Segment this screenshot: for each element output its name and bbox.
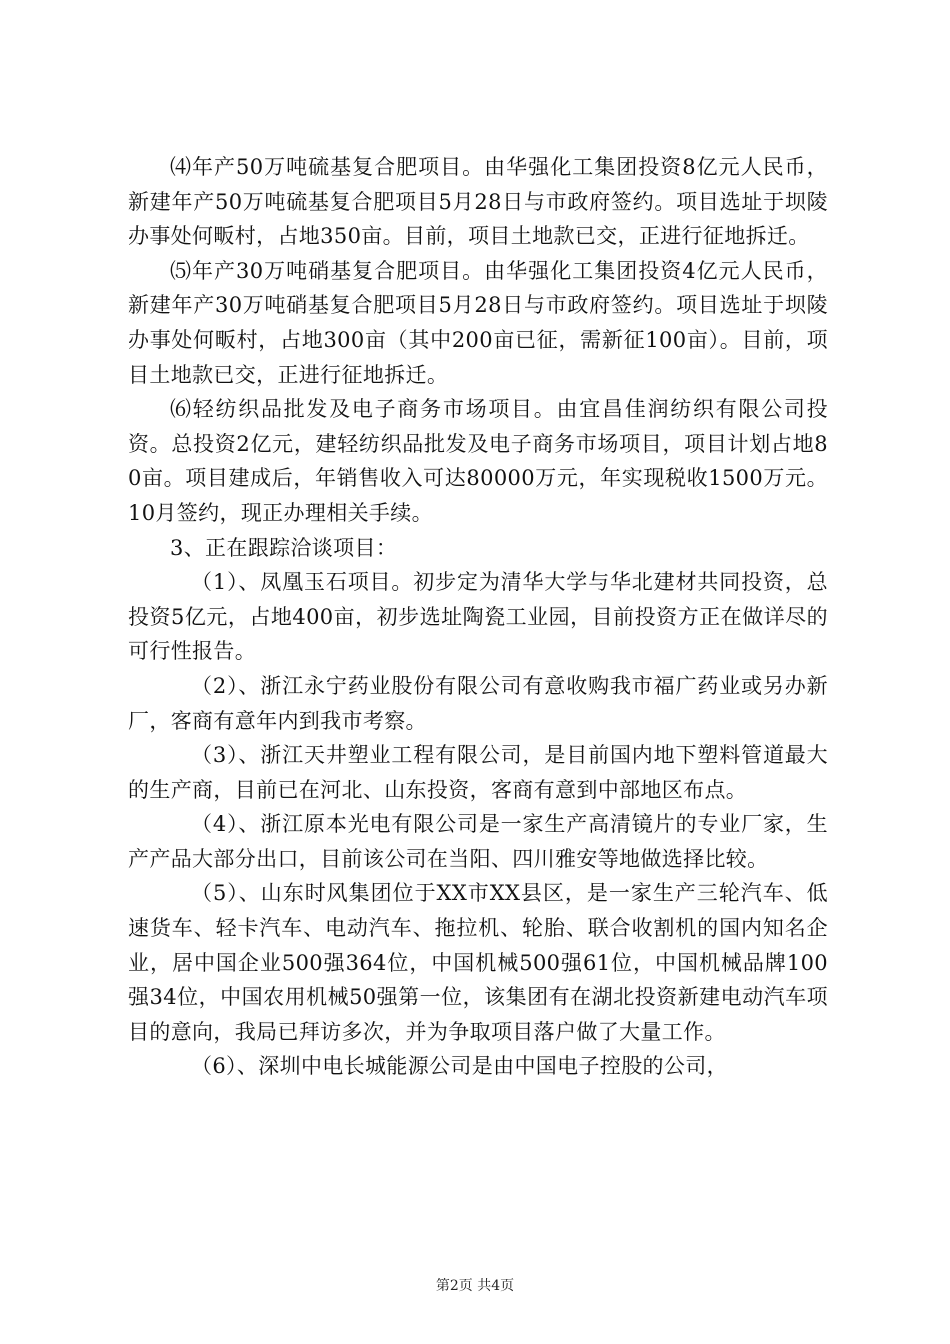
paragraph-tracking-2: （2）、浙江永宁药业股份有限公司有意收购我市福广药业或另办新厂，客商有意年内到我市考察。 xyxy=(128,673,828,733)
paragraph-project-4: ⑷年产50万吨硫基复合肥项目。由华强化工集团投资8亿元人民币，新建年产50万吨硫基复合肥项目5月28日与市政府签约。项目选址于坝陵办事处何畈村，占地350亩。目前，项目土地款已交，正进行征地拆迁。 xyxy=(128,155,828,249)
paragraph-tracking-6: （6）、深圳中电长城能源公司是由中国电子控股的公司， xyxy=(191,1054,728,1079)
paragraph-tracking-1: （1）、凤凰玉石项目。初步定为清华大学与华北建材共同投资，总投资5亿元，占地400亩，初步选址陶瓷工业园，目前投资方正在做详尽的可行性报告。 xyxy=(128,570,828,664)
paragraph-tracking-3: （3）、浙江天井塑业工程有限公司，是目前国内地下塑料管道最大的生产商，目前已在河北、山东投资，客商有意到中部地区布点。 xyxy=(128,743,828,802)
paragraph-tracking-5: （5）、山东时风集团位于XX市XX县区，是一家生产三轮汽车、低速货车、轻卡汽车、电动汽车、拖拉机、轮胎、联合收割机的国内知名企业，居中国企业500强364位，中国机械500强61位，中国机械品牌100强34位，中国农用机械50强第一位，该集团有在湖北投资新建电动汽车项目的意向，我局已拜访多次，并为争取项目落户做了大量工作。 xyxy=(128,881,828,1044)
page-footer: 第2页 共4页 xyxy=(435,1278,515,1294)
document-body xyxy=(128,150,828,1084)
paragraph-project-5: ⑸年产30万吨硝基复合肥项目。由华强化工集团投资4亿元人民币，新建年产30万吨硝基复合肥项目5月28日与市政府签约。项目选址于坝陵办事处何畈村，占地300亩（其中200亩已征，需新征100亩）。目前，项目土地款已交，正进行征地拆迁。 xyxy=(128,258,828,387)
paragraph-tracking-4: （4）、浙江原本光电有限公司是一家生产高清镜片的专业厂家，生产产品大部分出口，目前该公司在当阳、四川雅安等地做选择比较。 xyxy=(128,812,828,871)
section-heading-tracking-projects: 3、正在跟踪洽谈项目： xyxy=(170,535,398,560)
paragraph-project-6: ⑹轻纺织品批发及电子商务市场项目。由宜昌佳润纺织有限公司投资。总投资2亿元，建轻纺织品批发及电子商务市场项目，项目计划占地80亩。项目建成后，年销售收入可达80000万元，年实现税收1500万元。10月签约，现正办理相关手续。 xyxy=(128,397,828,525)
